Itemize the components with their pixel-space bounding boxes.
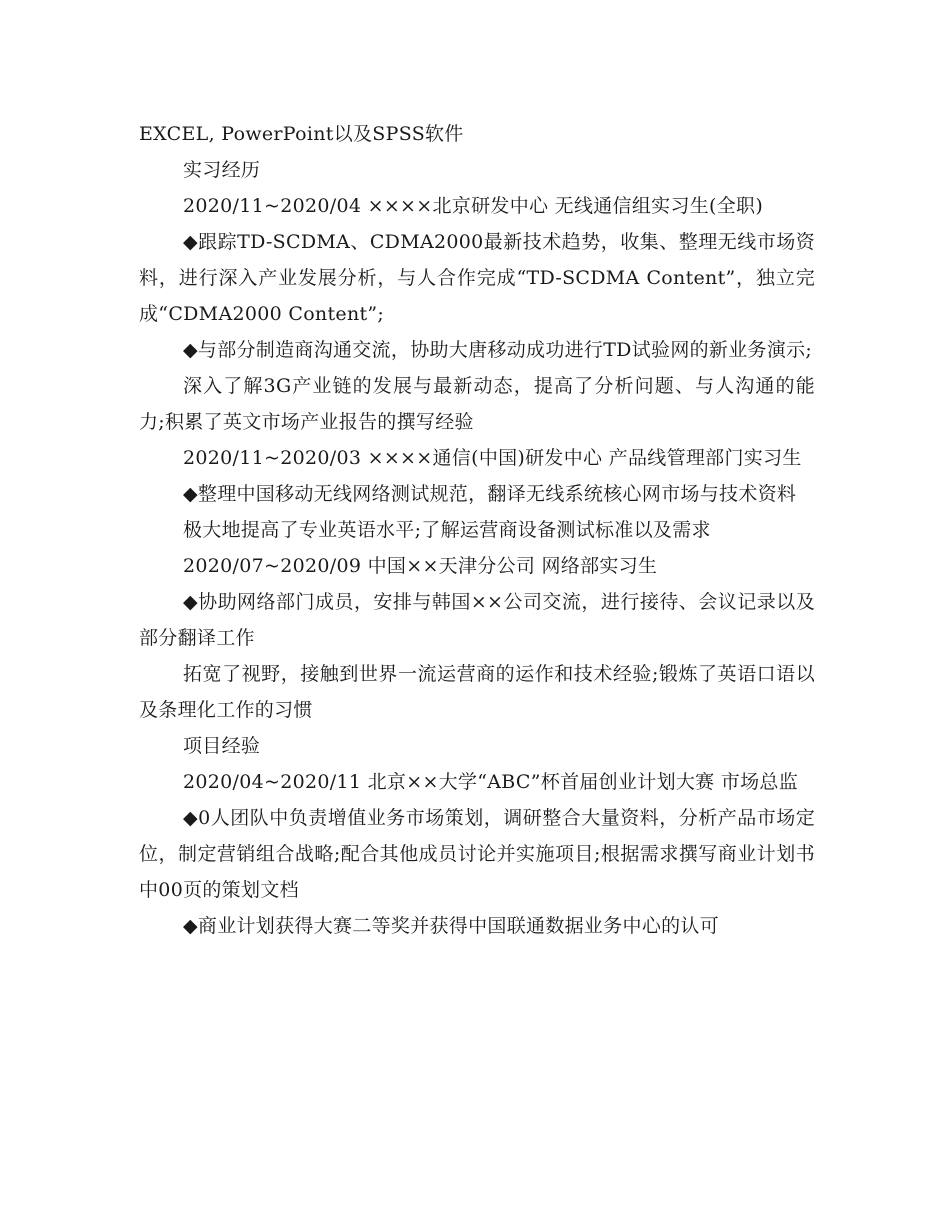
internship-entry-3-title: 2020/07~2020/09 中国××天津分公司 网络部实习生 (183, 555, 658, 577)
section-heading-internship: 实习经历 (183, 159, 261, 181)
internship-entry-1-summary: 深入了解3G产业链的发展与最新动态，提高了分析问题、与人沟通的能力;积累了英文市场产业报告的撰写经验 (139, 375, 815, 433)
paragraph-software: EXCEL, PowerPoint以及SPSS软件 (139, 123, 464, 145)
section-heading-projects: 项目经验 (183, 735, 261, 757)
internship-entry-3-bullet-1: ◆协助网络部门成员，安排与韩国××公司交流，进行接待、会议记录以及部分翻译工作 (139, 591, 815, 649)
project-entry-1-title: 2020/04~2020/11 北京××大学“ABC”杯首届创业计划大赛 市场总监 (183, 771, 799, 793)
project-entry-1-bullet-2: ◆商业计划获得大赛二等奖并获得中国联通数据业务中心的认可 (183, 915, 720, 937)
internship-entry-1-bullet-2: ◆与部分制造商沟通交流，协助大唐移动成功进行TD试验网的新业务演示; (183, 339, 813, 361)
internship-entry-2-title: 2020/11~2020/03 ××××通信(中国)研发中心 产品线管理部门实习生 (183, 447, 802, 469)
project-entry-1-bullet-1: ◆0人团队中负责增值业务市场策划，调研整合大量资料，分析产品市场定位，制定营销组合战略;配合其他成员讨论并实施项目;根据需求撰写商业计划书中00页的策划文档 (139, 807, 815, 901)
internship-entry-1-bullet-1: ◆跟踪TD-SCDMA、CDMA2000最新技术趋势，收集、整理无线市场资料，进行深入产业发展分析，与人合作完成“TD-SCDMA Content”，独立完成“CDMA2000 Content”; (139, 231, 815, 325)
internship-entry-3-summary: 拓宽了视野，接触到世界一流运营商的运作和技术经验;锻炼了英语口语以及条理化工作的习惯 (139, 663, 815, 721)
internship-entry-2-bullet-1: ◆整理中国移动无线网络测试规范，翻译无线系统核心网市场与技术资料 (183, 483, 797, 505)
internship-entry-1-title: 2020/11~2020/04 ××××北京研发中心 无线通信组实习生(全职) (183, 195, 764, 217)
internship-entry-2-summary: 极大地提高了专业英语水平;了解运营商设备测试标准以及需求 (183, 519, 711, 541)
document-body (139, 116, 815, 944)
